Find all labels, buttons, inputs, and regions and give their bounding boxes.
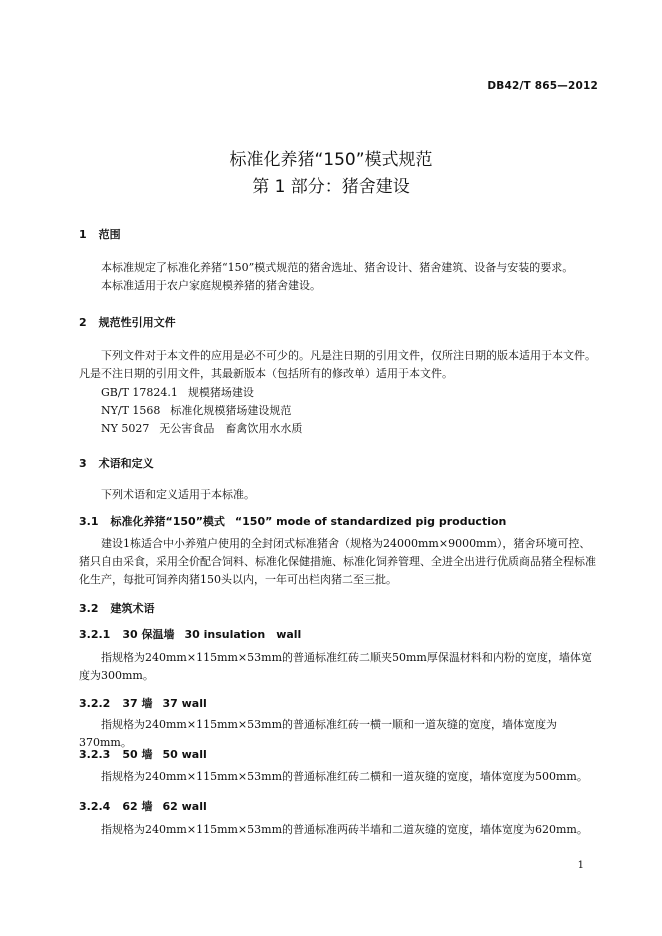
- section-title-english: 62 wall: [162, 800, 207, 813]
- reference-name: 规模猪场建设: [187, 386, 254, 399]
- reference-name: 标准化规模猪场建设规范: [170, 404, 292, 417]
- section-title-english: 37 wall: [162, 697, 207, 710]
- section-3-2-1-paragraph: 指规格为240mm×115mm×53mm的普通标准红砖二顺夹50mm厚保温材料和内粉的宽度，墙体宽度为300mm。: [79, 651, 592, 682]
- standard-code: DB42/T 865—2012: [487, 80, 598, 92]
- section-3-2-1-heading: [79, 626, 301, 642]
- section-3-2-2-heading: [79, 695, 207, 711]
- section-title: 30 保温墙: [122, 628, 175, 641]
- section-number: 3: [79, 457, 87, 470]
- section-1-paragraph-1: 本标准规定了标准化养猪“150”模式规范的猪舍选址、猪舍设计、猪舍建筑、设备与安装的要求。: [101, 261, 574, 274]
- section-1-paragraph-2: 本标准适用于农户家庭规模养猪的猪舍建设。: [101, 279, 321, 292]
- section-number: 3.2.1: [79, 628, 111, 641]
- section-title: 建筑术语: [110, 602, 155, 615]
- section-3-2-4-heading: [79, 798, 207, 814]
- reference-name: 无公害食品 畜禽饮用水水质: [159, 422, 303, 435]
- section-title-english: “150” mode of standardized pig production: [234, 515, 507, 528]
- section-title: 规范性引用文件: [98, 316, 176, 329]
- section-number: 3.2.4: [79, 800, 111, 813]
- reference-item: [101, 402, 291, 418]
- section-2-paragraph-1: 下列文件对于本文件的应用是必不可少的。凡是注日期的引用文件，仅所注日期的版本适用于本文件。凡是不注日期的引用文件，其最新版本（包括所有的修改单）适用于本文件。: [79, 349, 596, 380]
- reference-code: NY 5027: [101, 422, 150, 435]
- section-number: 1: [79, 228, 87, 241]
- section-number: 3.1: [79, 515, 99, 528]
- section-title: 术语和定义: [98, 457, 154, 470]
- document-subtitle: 第 1 部分：猪舍建设: [252, 177, 410, 197]
- section-3-2-3-paragraph: 指规格为240mm×115mm×53mm的普通标准红砖二横和一道灰缝的宽度，墙体宽度为500mm。: [101, 770, 588, 783]
- reference-code: NY/T 1568: [101, 404, 161, 417]
- section-title-english: 50 wall: [162, 748, 207, 761]
- page-number: 1: [577, 860, 584, 871]
- section-3-2-4-paragraph: 指规格为240mm×115mm×53mm的普通标准两砖半墙和二道灰缝的宽度，墙体宽度为620mm。: [101, 823, 588, 836]
- reference-item: [101, 384, 254, 400]
- section-3-2-3-heading: [79, 746, 207, 762]
- reference-code: GB/T 17824.1: [101, 386, 178, 399]
- section-title: 50 墙: [122, 748, 153, 761]
- section-3-1-paragraph: 建设1栋适合中小养殖户使用的全封闭式标准猪舍（规格为24000mm×9000mm），猪舍环境可控、猪只自由采食，采用全价配合饲料、标准化保健措施、标准化饲养管理、全进全出进行优质商品猪全程标准化生产，每批可饲养肉猪150头以内，一年可出栏肉猪二至三批。: [79, 537, 596, 586]
- section-number: 3.2: [79, 602, 99, 615]
- section-number: 3.2.2: [79, 697, 111, 710]
- section-3-1-heading: [79, 513, 506, 529]
- section-3-paragraph-1: 下列术语和定义适用于本标准。: [101, 488, 255, 501]
- section-3-2-heading: [79, 600, 155, 616]
- section-title: 范围: [98, 228, 121, 241]
- section-3-2-2-paragraph: 指规格为240mm×115mm×53mm的普通标准红砖一横一顺和一道灰缝的宽度，墙体宽度为370mm。: [79, 718, 558, 749]
- section-title: 37 墙: [122, 697, 153, 710]
- section-number: 3.2.3: [79, 748, 111, 761]
- reference-item: [101, 420, 302, 436]
- section-title: 标准化养猪“150”模式: [110, 515, 225, 528]
- section-1-heading: [79, 226, 121, 242]
- section-title: 62 墙: [122, 800, 153, 813]
- section-number: 2: [79, 316, 87, 329]
- section-2-heading: [79, 314, 176, 330]
- document-title: 标准化养猪“150”模式规范: [229, 150, 433, 170]
- section-3-heading: [79, 455, 154, 471]
- section-title-english: 30 insulation wall: [184, 628, 302, 641]
